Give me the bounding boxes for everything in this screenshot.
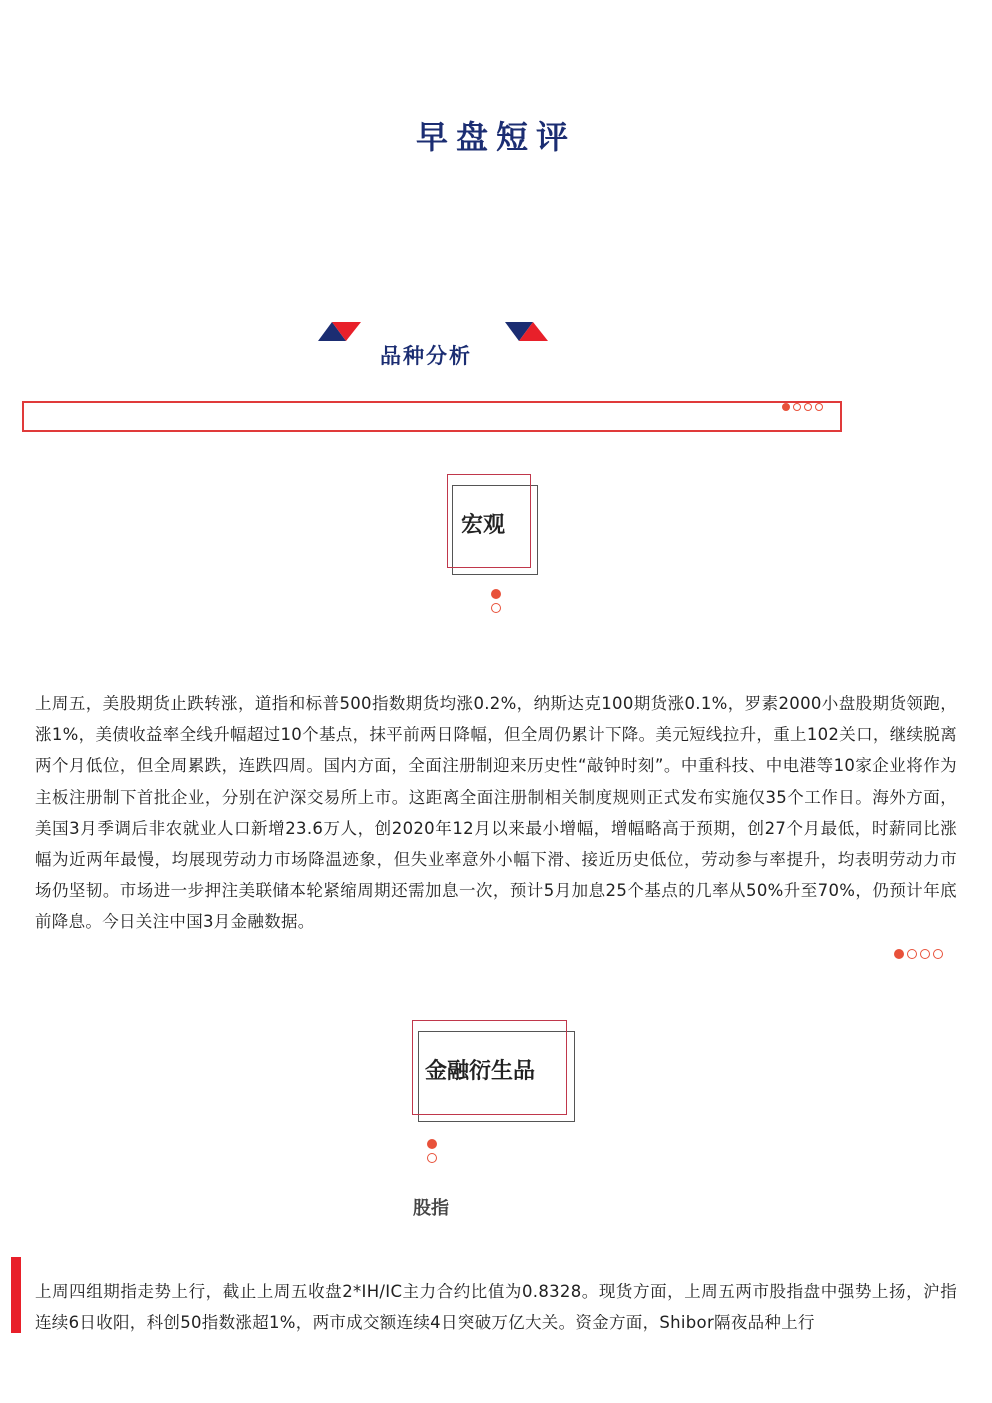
section-banner-box [22, 401, 842, 432]
page-title: 早盘短评 [415, 118, 576, 156]
paragraph-accent-bar [11, 1257, 21, 1333]
section-title: 品种分析 [380, 344, 472, 368]
macro-dots-icon [491, 589, 501, 613]
section-header-decoration-right [505, 320, 549, 346]
derivatives-label: 金融衍生品 [425, 1059, 536, 1084]
stock-index-heading: 股指 [413, 1198, 449, 1219]
macro-end-dots-icon [894, 949, 943, 959]
stock-index-paragraph: 上周四组期指走势上行，截止上周五收盘2*IH/IC主力合约比值为0.8328。现货方面，上周五两市股指盘中强势上扬，沪指连续6日收阳，科创50指数涨超1%，两市成交额连续4日突破万亿大关。资金方面，Shibor隔夜品种上行 [35, 1282, 957, 1333]
macro-paragraph: 上周五，美股期货止跌转涨，道指和标普500指数期货均涨0.2%，纳斯达克100期货涨0.1%，罗素2000小盘股期货领跑，涨1%，美债收益率全线升幅超过10个基点，抹平前两日降幅，但全周仍累计下降。美元短线拉升，重上102关口，继续脱离两个月低位，但全周累跌，连跌四周。国内方面，全面注册制迎来历史性“敲钟时刻”。中重科技、中电港等10家企业将作为主板注册制下首批企业，分别在沪深交易所上市。这距离全面注册制相关制度规则正式发布实施仅35个工作日。海外方面，美国3月季调后非农就业人口新增23.6万人，创2020年12月以来最小增幅，增幅略高于预期，创27个月最低，时薪同比涨幅为近两年最慢，均展现劳动力市场降温迹象，但失业率意外小幅下滑、接近历史低位，劳动参与率提升，均表明劳动力市场仍坚韧。市场进一步押注美联储本轮紧缩周期还需加息一次，预计5月加息25个基点的几率从50%升至70%，仍预计年底前降息。今日关注中国3月金融数据。 [35, 694, 957, 932]
macro-label: 宏观 [461, 513, 506, 538]
section-header-decoration-left [318, 320, 362, 346]
derivatives-dots-icon [427, 1139, 437, 1163]
banner-dots-icon [782, 403, 823, 411]
